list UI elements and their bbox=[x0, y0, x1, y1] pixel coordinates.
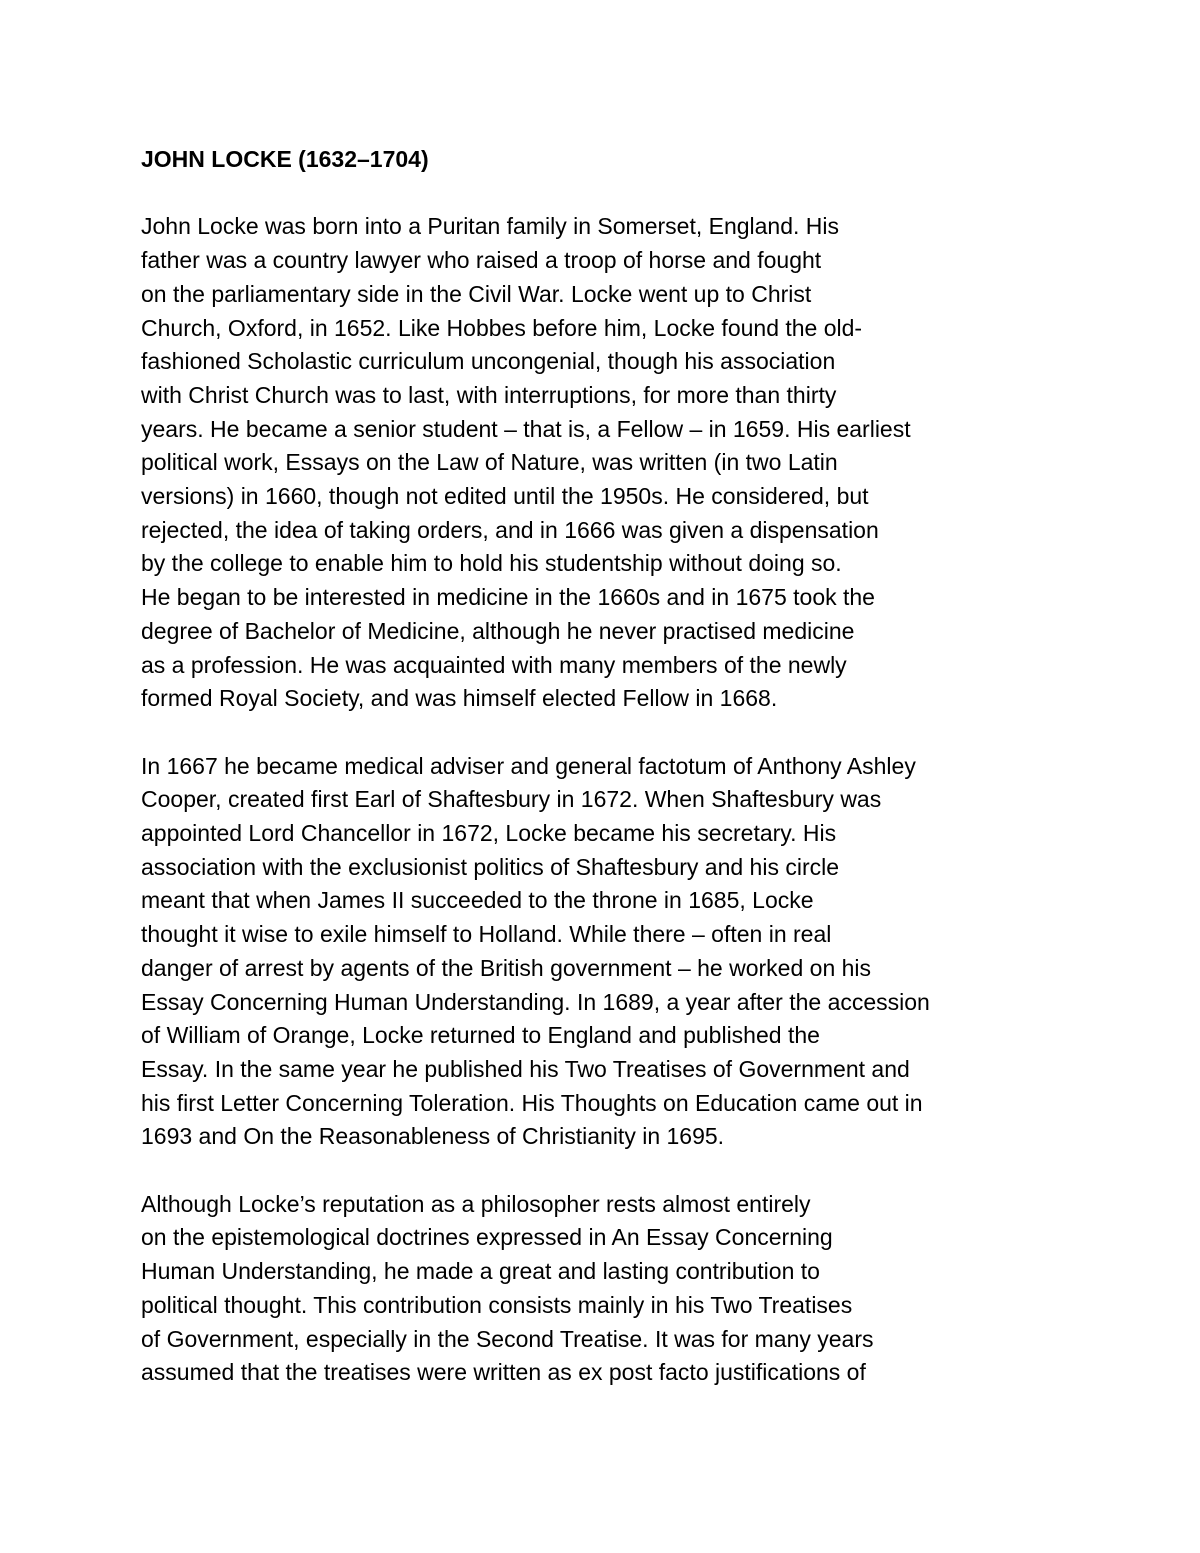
text-line: of William of Orange, Locke returned to England and published the bbox=[141, 1022, 820, 1049]
text-line: Essay. In the same year he published his Two Treatises of Government and bbox=[141, 1055, 910, 1082]
text-line: Although Locke’s reputation as a philosopher rests almost entirely bbox=[141, 1190, 811, 1217]
text-line: by the college to enable him to hold his studentship without doing so. bbox=[141, 550, 842, 577]
text-line: association with the exclusionist politics of Shaftesbury and his circle bbox=[141, 853, 840, 880]
text-line: He began to be interested in medicine in the 1660s and in 1675 took the bbox=[141, 584, 875, 611]
text-line: years. He became a senior student – that is, a Fellow – in 1659. His earliest bbox=[141, 415, 911, 442]
text-line: degree of Bachelor of Medicine, although he never practised medicine bbox=[141, 617, 855, 644]
text-line: father was a country lawyer who raised a troop of horse and fought bbox=[141, 247, 822, 274]
text-line: on the parliamentary side in the Civil War. Locke went up to Christ bbox=[141, 280, 812, 307]
text-line: political work, Essays on the Law of Nature, was written (in two Latin bbox=[141, 449, 838, 476]
text-line: with Christ Church was to last, with interruptions, for more than thirty bbox=[141, 381, 837, 408]
text-line: on the epistemological doctrines expressed in An Essay Concerning bbox=[141, 1224, 833, 1251]
text-line: Essay Concerning Human Understanding. In 1689, a year after the accession bbox=[141, 988, 930, 1015]
text-line: 1693 and On the Reasonableness of Christianity in 1695. bbox=[141, 1123, 725, 1150]
text-line: political thought. This contribution consists mainly in his Two Treatises bbox=[141, 1291, 853, 1318]
document-body bbox=[141, 143, 1141, 1390]
text-line: versions) in 1660, though not edited until the 1950s. He considered, but bbox=[141, 483, 869, 510]
paragraph-spacer bbox=[141, 177, 1141, 211]
text-line: thought it wise to exile himself to Holland. While there – often in real bbox=[141, 921, 832, 948]
text-line: as a profession. He was acquainted with many members of the newly bbox=[141, 651, 847, 678]
document-title: JOHN LOCKE (1632–1704) bbox=[141, 146, 429, 172]
paragraph-1 bbox=[141, 210, 1141, 716]
text-line: assumed that the treatises were written as ex post facto justifications of bbox=[141, 1359, 866, 1386]
text-line: his first Letter Concerning Toleration. His Thoughts on Education came out in bbox=[141, 1089, 923, 1116]
text-line: Cooper, created first Earl of Shaftesbury in 1672. When Shaftesbury was bbox=[141, 786, 882, 813]
text-line: fashioned Scholastic curriculum uncongenial, though his association bbox=[141, 348, 836, 375]
text-line: formed Royal Society, and was himself elected Fellow in 1668. bbox=[141, 685, 778, 712]
text-line: of Government, especially in the Second Treatise. It was for many years bbox=[141, 1325, 874, 1352]
text-line: John Locke was born into a Puritan family in Somerset, England. His bbox=[141, 213, 840, 240]
paragraph-spacer bbox=[141, 716, 1141, 750]
text-line: danger of arrest by agents of the British government – he worked on his bbox=[141, 954, 872, 981]
paragraph-3 bbox=[141, 1188, 1141, 1390]
text-line: Human Understanding, he made a great and lasting contribution to bbox=[141, 1258, 820, 1285]
text-line: rejected, the idea of taking orders, and in 1666 was given a dispensation bbox=[141, 516, 879, 543]
text-line: Church, Oxford, in 1652. Like Hobbes before him, Locke found the old- bbox=[141, 314, 863, 341]
text-line: appointed Lord Chancellor in 1672, Locke became his secretary. His bbox=[141, 820, 837, 847]
paragraph-2 bbox=[141, 750, 1141, 1154]
text-line: meant that when James II succeeded to the throne in 1685, Locke bbox=[141, 887, 814, 914]
text-line: In 1667 he became medical adviser and general factotum of Anthony Ashley bbox=[141, 752, 916, 779]
paragraph-spacer bbox=[141, 1154, 1141, 1188]
